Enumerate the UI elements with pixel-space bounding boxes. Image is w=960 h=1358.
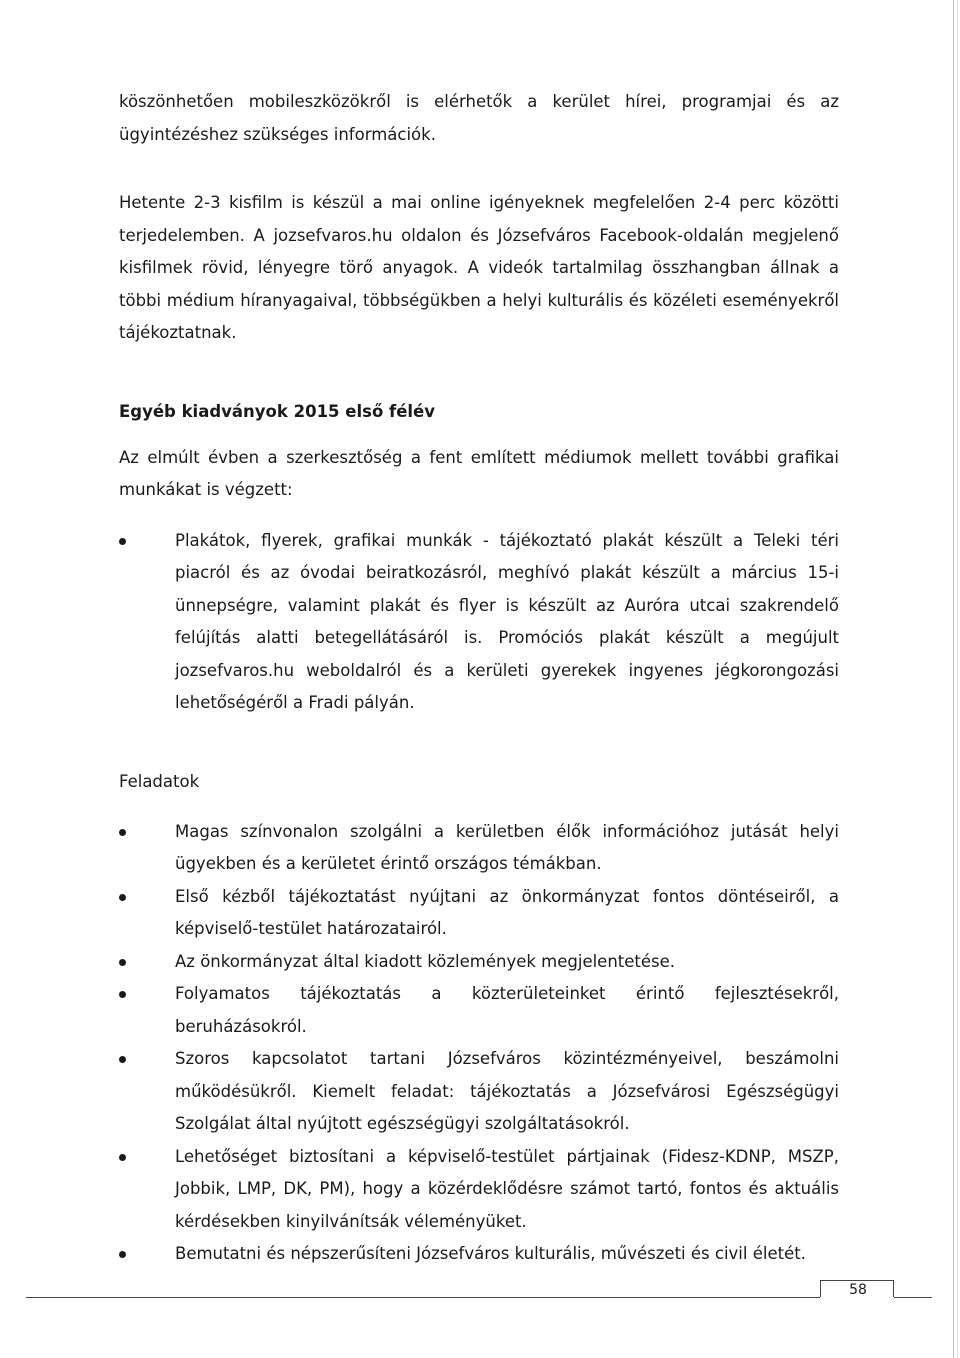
- footer-rule-left: [26, 1297, 820, 1298]
- bullet-icon: [119, 829, 126, 836]
- list-item: [119, 946, 839, 979]
- section-heading-other-publications: Egyéb kiadványok 2015 első félév: [119, 401, 435, 421]
- list-item: [119, 1141, 839, 1239]
- list-item-text: Folyamatos tájékoztatás a közterületeinket érintő fejlesztésekről, beruházásokról.: [175, 984, 839, 1036]
- paragraph-continuation: köszönhetően mobileszközökről is elérhetők a kerület hírei, programjai és az ügyintézéshez szükséges információk.: [119, 92, 839, 144]
- footer-rule-right: [894, 1297, 932, 1298]
- list-item-text: Szoros kapcsolatot tartani Józsefváros közintézményeivel, beszámolni működésükről. Kiemelt feladat: tájékoztatás a Józsefvárosi Egészségügyi Szolgálat által nyújtott egészségügyi szolgáltatásokról.: [175, 1049, 839, 1133]
- list-item-text: Az önkormányzat által kiadott közlemények megjelentetése.: [175, 951, 676, 971]
- list-item: [119, 978, 839, 1043]
- bullet-icon: [119, 959, 126, 966]
- tasks-list: [119, 816, 839, 1271]
- list-item-text: Bemutatni és népszerűsíteni Józsefváros kulturális, művészeti és civil életét.: [175, 1244, 806, 1263]
- list-item: [119, 1043, 839, 1141]
- list-item-text: Magas színvonalon szolgálni a kerületben élők információhoz jutását helyi ügyekben és a kerületet érintő országos témákban.: [175, 821, 839, 873]
- section-heading-tasks: Feladatok: [119, 771, 200, 791]
- scan-edge-line-outer: [957, 0, 958, 1358]
- list-item-text: Plakátok, flyerek, grafikai munkák - tájékoztató plakát készült a Teleki téri piacról és az óvodai beiratkozásról, meghívó plakát készült a március 15-i ünnepségre, valamint plakát és flyer is készült az Auróra utcai szakrendelő felújítás alatti betegellátásáról is. Promóciós plakát készült a megújult jozsefvaros.hu weboldalról és a kerületi gyerekek ingyenes jégkorongozási lehetőségéről a Fradi pályán.: [175, 530, 839, 712]
- list-item: [119, 881, 839, 946]
- bullet-icon: [119, 991, 126, 998]
- bullet-icon: [119, 1154, 126, 1161]
- page-content: [119, 86, 839, 1271]
- bullet-icon: [119, 1056, 126, 1063]
- list-item-text: Lehetőséget biztosítani a képviselő-testület pártjainak (Fidesz-KDNP, MSZP, Jobbik, LMP, DK, PM), hogy a közérdeklődésre számot tartó, fontos és aktuális kérdésekben kinyilvánítsák véleményüket.: [175, 1146, 839, 1231]
- list-item: [119, 525, 839, 720]
- page-footer: [26, 1280, 932, 1310]
- bullet-icon: [119, 894, 126, 901]
- list-item: [119, 816, 839, 881]
- scan-edge-line: [953, 0, 954, 1358]
- bullet-icon: [119, 538, 126, 545]
- paragraph-other-publications-intro: Az elmúlt évben a szerkesztőség a fent említett médiumok mellett további grafikai munkákat is végzett:: [119, 447, 839, 499]
- bullet-icon: [119, 1251, 126, 1258]
- paragraph-short-films: Hetente 2-3 kisfilm is készül a mai online igényeknek megfelelően 2-4 perc közötti terjedelemben. A jozsefvaros.hu oldalon és Józsefváros Facebook-oldalán megjelenő kisfilmek rövid, lényegre törő anyagok. A videók tartalmilag összhangban állnak a többi médium híranyagaival, többségükben a helyi kulturális és közéleti eseményekről tájékoztatnak.: [119, 193, 839, 342]
- list-item-text: Első kézből tájékoztatást nyújtani az önkormányzat fontos döntéseiről, a képviselő-testület határozatairól.: [175, 886, 839, 938]
- page-number: 58: [849, 1282, 867, 1298]
- list-item: [119, 1238, 839, 1271]
- other-publications-list: [119, 525, 839, 720]
